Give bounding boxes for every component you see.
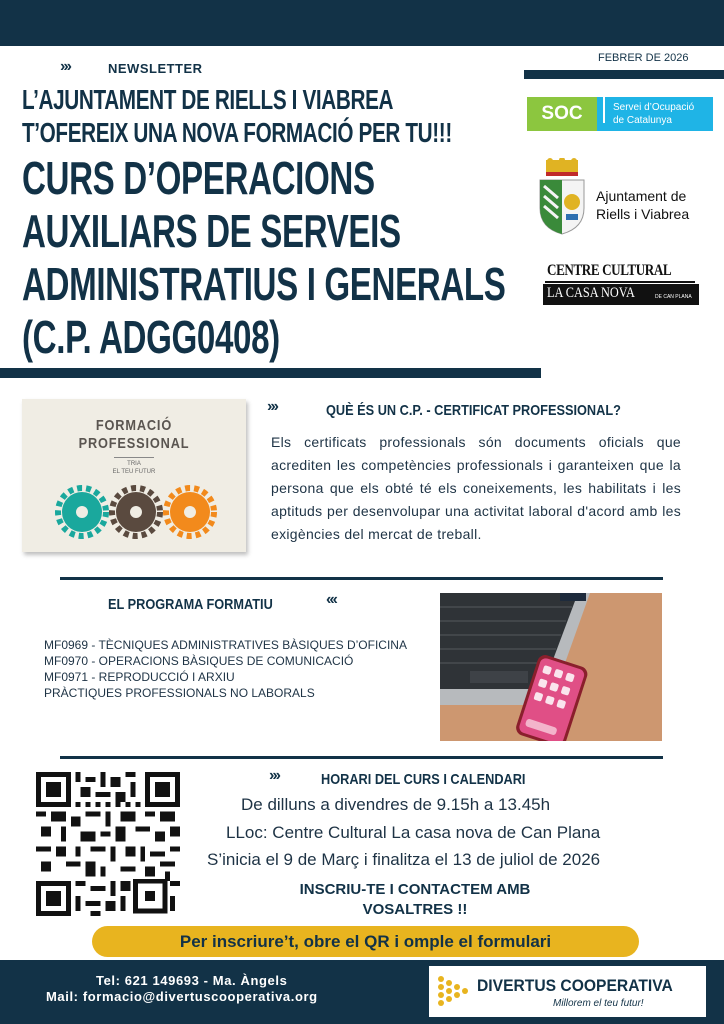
course-title-line3: ADMINISTRATIUS I GENERALS (22, 258, 506, 310)
title-divider (0, 368, 541, 378)
course-title-line2: AUXILIARS DE SERVEIS (22, 205, 401, 257)
laptop-phone-illustration (440, 593, 662, 741)
program-section-title: EL PROGRAMA FORMATIU (108, 596, 273, 613)
section-divider-1 (60, 577, 663, 580)
arrow-right-icon: ››› (267, 398, 277, 415)
top-bar (0, 0, 724, 46)
date-divider (524, 70, 724, 79)
soc-logo (527, 97, 713, 131)
footer-mail[interactable]: Mail: formacio@divertuscooperativa.org (46, 989, 318, 1004)
cta-line2: VOSALTRES !! (362, 901, 468, 918)
soc-name-box (597, 97, 713, 131)
soc-name-line2: de Catalunya (613, 115, 672, 126)
divertus-slogan: Millorem el teu futur! (553, 998, 644, 1009)
arrow-left-icon: ‹‹‹ (326, 591, 336, 608)
centre-cultural-logo (543, 262, 699, 306)
cc-line3: DE CAN PLANA (655, 294, 692, 300)
qr-code-icon[interactable] (36, 772, 180, 916)
section-divider-2 (60, 756, 663, 759)
ajuntament-name-line2: Riells i Viabrea (596, 206, 690, 222)
cc-line2: LA CASA NOVA (547, 285, 635, 301)
cp-description: Els certificats professionals són documents oficials que acrediten les competències professionals i garanteixen que la persona que els obté té els coneixements, les habilitats i les aptituds per desenvolupar una activitat laboral d'acord amb les exigències del mercat de treball. (271, 434, 681, 542)
course-code: (C.P. ADGG0408) (22, 311, 280, 363)
module-item: MF0970 - OPERACIONS BÀSIQUES DE COMUNICACIÓ (44, 654, 354, 668)
image-title-2: PROFESSIONAL (78, 435, 190, 452)
schedule-section-title: HORARI DEL CURS I CALENDARI (321, 771, 526, 788)
headline-line1: L’AJUNTAMENT DE RIELLS I VIABREA (22, 84, 394, 115)
schedule-hours: De dilluns a divendres de 9.15h a 13.45h (241, 795, 551, 814)
arrow-right-icon: ››› (60, 58, 70, 75)
image-sub-1: TRIA (127, 461, 141, 467)
headline-line2: T’OFEREIX UNA NOVA FORMACIÓ PER TU!!! (22, 117, 452, 148)
soc-abbr: SOC (541, 103, 583, 124)
cc-underline (545, 281, 695, 283)
footer-phone[interactable]: Tel: 621 149693 - Ma. Àngels (96, 973, 288, 988)
image-title-1: FORMACIÓ (95, 417, 173, 434)
course-title-line1: CURS D’OPERACIONS (22, 152, 375, 204)
cc-line1: CENTRE CULTURAL (547, 262, 672, 279)
image-rule (114, 457, 154, 458)
register-banner-text: Per inscriure’t, obre el QR i omple el formulari (179, 932, 552, 951)
image-sub-2: EL TEU FUTUR (112, 469, 156, 475)
schedule-dates: S’inicia el 9 de Març i finalitza el 13 de juliol de 2026 (207, 850, 601, 869)
issue-date: FEBRER DE 2026 (598, 52, 689, 64)
register-banner[interactable] (92, 926, 639, 957)
cta-line1: INSCRIU-TE I CONTACTEM AMB (299, 881, 531, 898)
divertus-logo (429, 966, 706, 1017)
cp-section-title: QUÈ ÉS UN C.P. - CERTIFICAT PROFESSIONAL? (326, 402, 621, 419)
divertus-dots-icon (435, 973, 473, 1011)
ajuntament-logo (536, 158, 716, 236)
formacio-professional-image (22, 399, 246, 552)
laptop-phone-photo (440, 593, 662, 741)
soc-name-line1: Servei d’Ocupació (613, 102, 695, 113)
divertus-brand: DIVERTUS COOPERATIVA (477, 976, 673, 995)
ajuntament-name-line1: Ajuntament de (596, 188, 687, 204)
module-item: PRÀCTIQUES PROFESSIONALS NO LABORALS (44, 686, 315, 700)
module-item: MF0969 - TÈCNIQUES ADMINISTRATIVES BÀSIQUES D’OFICINA (44, 638, 407, 652)
soc-abbr-box (527, 97, 597, 131)
arrow-right-icon: ››› (269, 767, 279, 784)
gears-icon (52, 485, 222, 539)
schedule-location: LLoc: Centre Cultural La casa nova de Can Plana (226, 823, 601, 842)
newsletter-label: NEWSLETTER (108, 61, 203, 76)
coat-of-arms-icon (536, 158, 588, 236)
module-item: MF0971 - REPRODUCCIÓ I ARXIU (44, 670, 235, 684)
